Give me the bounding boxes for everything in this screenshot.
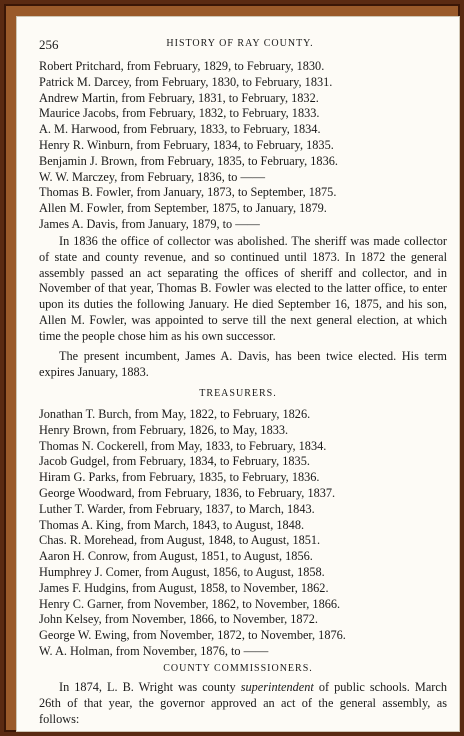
treasurer-entry: George Woodward, from February, 1836, to February, 1837. bbox=[39, 485, 336, 500]
superintendent-paragraph bbox=[39, 680, 447, 727]
collector-entry: Benjamin J. Brown, from February, 1835, to February, 1836. bbox=[39, 153, 338, 168]
treasurer-entry: Hiram G. Parks, from February, 1835, to February, 1836. bbox=[39, 470, 320, 485]
treasurer-entry: Jacob Gudgel, from February, 1834, to February, 1835. bbox=[39, 454, 310, 469]
collector-entry: James A. Davis, from January, 1879, to —— bbox=[39, 216, 260, 231]
collector-entry: Robert Pritchard, from February, 1829, to February, 1830. bbox=[39, 59, 325, 73]
treasurer-entry: Jonathan T. Burch, from May, 1822, to February, 1826. bbox=[39, 407, 311, 421]
collector-history-paragraph: In 1836 the office of collector was abolished. The sheriff was made collector of state and county revenue, and so continued until 1873. In 1872 the general assembly passed an act separating the offices of sheriff and collector, and in November of that year, Thomas B. Fowler was elected to the latter office, to enter upon its duties the following January. He died September 16, 1875, and his son, Allen M. Fowler, was appointed to serve till the next general election, at which time the people chose him as his own successor. bbox=[39, 234, 447, 343]
collector-entry: W. W. Marczey, from February, 1836, to —— bbox=[39, 169, 266, 184]
treasurer-entry: Humphrey J. Comer, from August, 1856, to August, 1858. bbox=[39, 564, 325, 579]
treasurer-entry: George W. Ewing, from November, 1872, to November, 1876. bbox=[39, 628, 346, 643]
present-incumbent-paragraph: The present incumbent, James A. Davis, has been twice elected. His term expires January, 1883. bbox=[39, 349, 447, 379]
superintendent-text-end: of public schools. March 26th of that year, the governor approved an act of the general assembly, as follows: bbox=[39, 680, 447, 726]
book-page bbox=[16, 16, 460, 732]
collector-entry: Henry R. Winburn, from February, 1834, to February, 1835. bbox=[39, 137, 334, 152]
page-header bbox=[39, 37, 441, 53]
collector-entry: Allen M. Fowler, from September, 1875, to January, 1879. bbox=[39, 201, 327, 216]
treasurer-entry: Thomas A. King, from March, 1843, to August, 1848. bbox=[39, 517, 305, 532]
treasurer-entry: Chas. R. Morehead, from August, 1848, to August, 1851. bbox=[39, 533, 321, 548]
treasurer-entry: John Kelsey, from November, 1866, to November, 1872. bbox=[39, 612, 318, 627]
treasurer-entry: James F. Hudgins, from August, 1858, to November, 1862. bbox=[39, 580, 329, 595]
treasurers-list bbox=[39, 407, 447, 660]
collector-entry: Maurice Jacobs, from February, 1832, to February, 1833. bbox=[39, 106, 320, 121]
page-number: 256 bbox=[39, 37, 59, 52]
treasurer-entry: Luther T. Warder, from February, 1837, to March, 1843. bbox=[39, 501, 315, 516]
collector-entry: Thomas B. Fowler, from January, 1873, to September, 1875. bbox=[39, 185, 337, 200]
collector-entry: Patrick M. Darcey, from February, 1830, to February, 1831. bbox=[39, 74, 333, 89]
treasurer-entry: Thomas N. Cockerell, from May, 1833, to February, 1834. bbox=[39, 438, 327, 453]
collector-entry: A. M. Harwood, from February, 1833, to February, 1834. bbox=[39, 122, 321, 137]
treasurers-heading: TREASURERS. bbox=[199, 388, 277, 399]
superintendent-text-start: In 1874, L. B. Wright was county bbox=[59, 680, 241, 694]
treasurer-entry: Henry C. Garner, from November, 1862, to November, 1866. bbox=[39, 596, 341, 611]
superintendent-italic: superintendent bbox=[240, 680, 314, 694]
treasurer-entry: W. A. Holman, from November, 1876, to —— bbox=[39, 643, 269, 658]
running-title: HISTORY OF RAY COUNTY. bbox=[166, 38, 314, 49]
commissioners-heading: COUNTY COMMISSIONERS. bbox=[163, 663, 313, 674]
collectors-list bbox=[39, 59, 447, 233]
treasurer-entry: Aaron H. Conrow, from August, 1851, to August, 1856. bbox=[39, 549, 313, 564]
collector-entry: Andrew Martin, from February, 1831, to February, 1832. bbox=[39, 90, 319, 105]
treasurer-entry: Henry Brown, from February, 1826, to May, 1833. bbox=[39, 422, 289, 437]
page-frame bbox=[4, 4, 460, 732]
